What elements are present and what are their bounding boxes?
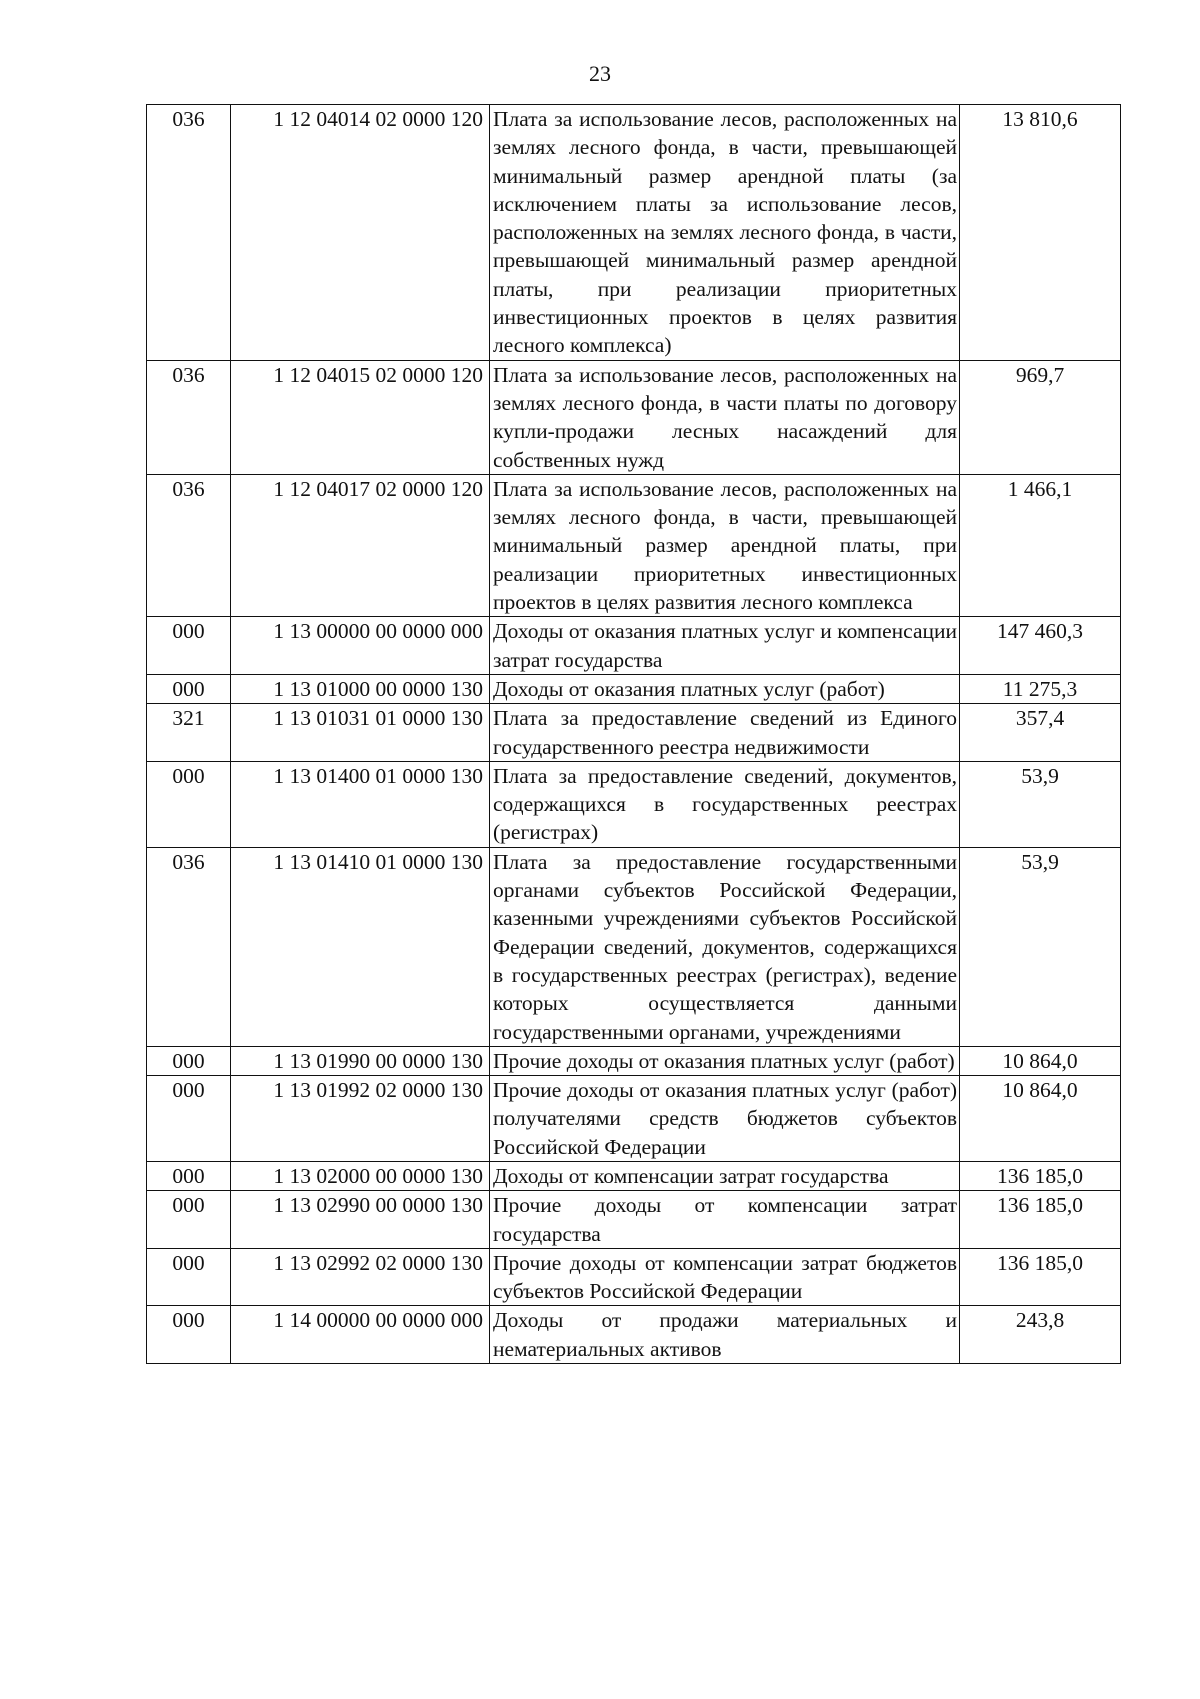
admin-code-cell: 000 [147, 617, 231, 675]
revenue-name-cell: Прочие доходы от компенсации затрат государства [490, 1191, 960, 1249]
revenue-name-cell: Доходы от оказания платных услуг и компенсации затрат государства [490, 617, 960, 675]
classification-code-cell: 1 13 01000 00 0000 130 [231, 674, 490, 703]
amount-cell: 136 185,0 [960, 1161, 1121, 1190]
admin-code-cell: 000 [147, 1248, 231, 1306]
classification-code-cell: 1 13 01990 00 0000 130 [231, 1046, 490, 1075]
table-row [147, 761, 1121, 847]
admin-code-cell: 000 [147, 761, 231, 847]
revenue-name-cell: Плата за предоставление сведений, документов, содержащихся в государственных реестрах (регистрах) [490, 761, 960, 847]
amount-cell: 136 185,0 [960, 1248, 1121, 1306]
revenue-name-cell: Прочие доходы от оказания платных услуг (работ) [490, 1046, 960, 1075]
revenue-table [146, 104, 1121, 1364]
revenue-name-cell: Плата за предоставление сведений из Единого государственного реестра недвижимости [490, 704, 960, 762]
amount-cell: 357,4 [960, 704, 1121, 762]
amount-cell: 243,8 [960, 1306, 1121, 1364]
amount-cell: 1 466,1 [960, 474, 1121, 616]
amount-cell: 969,7 [960, 360, 1121, 474]
admin-code-cell: 000 [147, 1191, 231, 1249]
admin-code-cell: 000 [147, 1306, 231, 1364]
admin-code-cell: 000 [147, 1046, 231, 1075]
amount-cell: 136 185,0 [960, 1191, 1121, 1249]
classification-code-cell: 1 13 02990 00 0000 130 [231, 1191, 490, 1249]
revenue-name-cell: Плата за использование лесов, расположенных на землях лесного фонда, в части, превышающей минимальный размер арендной платы (за исключением платы за использование лесов, расположенных на землях лесного фонда, в части, превышающей минимальный размер арендной платы, при реализации приоритетных инвестиционных проектов в целях развития лесного комплекса) [490, 105, 960, 361]
table-row [147, 105, 1121, 361]
revenue-name-cell: Доходы от продажи материальных и нематериальных активов [490, 1306, 960, 1364]
table-row [147, 674, 1121, 703]
classification-code-cell: 1 12 04015 02 0000 120 [231, 360, 490, 474]
revenue-name-cell: Прочие доходы от компенсации затрат бюджетов субъектов Российской Федерации [490, 1248, 960, 1306]
classification-code-cell: 1 13 02992 02 0000 130 [231, 1248, 490, 1306]
amount-cell: 10 864,0 [960, 1046, 1121, 1075]
amount-cell: 10 864,0 [960, 1076, 1121, 1162]
revenue-name-cell: Доходы от компенсации затрат государства [490, 1161, 960, 1190]
classification-code-cell: 1 14 00000 00 0000 000 [231, 1306, 490, 1364]
revenue-name-cell: Плата за предоставление государственными органами субъектов Российской Федерации, казенными учреждениями субъектов Российской Федерации сведений, документов, содержащихся в государственных реестрах (регистрах), ведение которых осуществляется данными государственными органами, учреждениями [490, 847, 960, 1046]
table-row [147, 1306, 1121, 1364]
admin-code-cell: 036 [147, 474, 231, 616]
revenue-name-cell: Плата за использование лесов, расположенных на землях лесного фонда, в части, превышающей минимальный размер арендной платы, при реализации приоритетных инвестиционных проектов в целях развития лесного комплекса [490, 474, 960, 616]
table-row [147, 1076, 1121, 1162]
classification-code-cell: 1 13 01410 01 0000 130 [231, 847, 490, 1046]
classification-code-cell: 1 13 02000 00 0000 130 [231, 1161, 490, 1190]
classification-code-cell: 1 12 04017 02 0000 120 [231, 474, 490, 616]
table-row [147, 1191, 1121, 1249]
classification-code-cell: 1 13 01992 02 0000 130 [231, 1076, 490, 1162]
classification-code-cell: 1 13 01031 01 0000 130 [231, 704, 490, 762]
revenue-name-cell: Плата за использование лесов, расположенных на землях лесного фонда, в части платы по договору купли-продажи лесных насаждений для собственных нужд [490, 360, 960, 474]
revenue-name-cell: Прочие доходы от оказания платных услуг (работ) получателями средств бюджетов субъектов Российской Федерации [490, 1076, 960, 1162]
table-row [147, 360, 1121, 474]
amount-cell: 53,9 [960, 847, 1121, 1046]
classification-code-cell: 1 13 00000 00 0000 000 [231, 617, 490, 675]
amount-cell: 13 810,6 [960, 105, 1121, 361]
table-row [147, 474, 1121, 616]
table-row [147, 847, 1121, 1046]
table-row [147, 1161, 1121, 1190]
amount-cell: 147 460,3 [960, 617, 1121, 675]
admin-code-cell: 321 [147, 704, 231, 762]
table-row [147, 704, 1121, 762]
admin-code-cell: 036 [147, 105, 231, 361]
amount-cell: 53,9 [960, 761, 1121, 847]
admin-code-cell: 000 [147, 1076, 231, 1162]
admin-code-cell: 000 [147, 674, 231, 703]
admin-code-cell: 036 [147, 847, 231, 1046]
classification-code-cell: 1 12 04014 02 0000 120 [231, 105, 490, 361]
classification-code-cell: 1 13 01400 01 0000 130 [231, 761, 490, 847]
table-row [147, 1046, 1121, 1075]
page-number: 23 [589, 61, 611, 86]
admin-code-cell: 000 [147, 1161, 231, 1190]
table-row [147, 617, 1121, 675]
admin-code-cell: 036 [147, 360, 231, 474]
table-row [147, 1248, 1121, 1306]
revenue-name-cell: Доходы от оказания платных услуг (работ) [490, 674, 960, 703]
amount-cell: 11 275,3 [960, 674, 1121, 703]
revenue-table-body [147, 105, 1121, 1364]
